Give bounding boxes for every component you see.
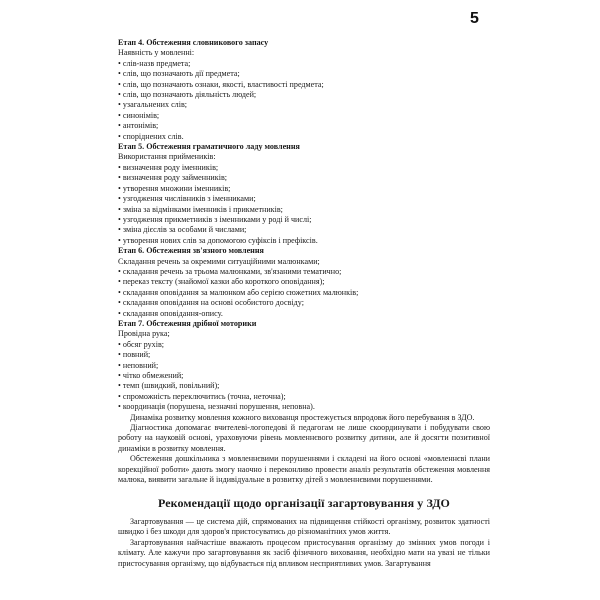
stage-heading: Етап 5. Обстеження граматичного ладу мовлення <box>118 142 300 152</box>
list-item: • складання речень за трьома малюнками, зв'язаними тематично; <box>118 267 490 277</box>
list-item: • слів, що позначають ознаки, якості, властивості предмета; <box>118 80 490 90</box>
list-item: • слів, що позначають діяльність людей; <box>118 90 490 100</box>
section-heading: Рекомендації щодо організації загартовування у ЗДО <box>157 496 450 511</box>
list-item: • узгодження прикметників з іменниками у роді й числі; <box>118 215 490 225</box>
list-item: • складання оповідання на основі особистого досвіду; <box>118 298 490 308</box>
list-item: • складання оповідання за малюнком або серією сюжетних малюнків; <box>118 288 490 298</box>
stage-section <box>118 319 490 413</box>
list-item: • утворення множини іменників; <box>118 184 490 194</box>
stage-section <box>118 246 490 319</box>
list-item: • неповний; <box>118 361 490 371</box>
list-item: • чітко обмежений; <box>118 371 490 381</box>
list-item: • утворення нових слів за допомогою суфіксів і префіксів. <box>118 236 490 246</box>
stage-section <box>118 38 490 142</box>
body-paragraph: Динаміка розвитку мовлення кожного вихованця простежується впродовж його перебування в ЗДО. <box>130 412 475 422</box>
body-paragraph: Загартовування — це система дій, спрямованих на підвищення стійкості організму, розвиток здатності швидко і без шкоди для здоров'я пристосуватись до різноманітних умов життя. <box>118 516 490 537</box>
list-item: • координація (порушена, незначні порушення, неповна). <box>118 402 490 412</box>
page-number: 5 <box>470 10 479 27</box>
stage-heading: Етап 4. Обстеження словникового запасу <box>118 38 269 47</box>
stage-intro: Наявність у мовленні: <box>118 48 195 58</box>
list-item: • споріднених слів. <box>118 132 490 142</box>
list-item: • узгодження числівників з іменниками; <box>118 194 490 204</box>
list-item: • спроможність переключитись (точна, неточна); <box>118 392 490 402</box>
list-item: • визначення роду займенників; <box>118 173 490 183</box>
list-item: • переказ тексту (знайомої казки або короткого оповідання); <box>118 277 490 287</box>
list-item: • темп (швидкий, повільний); <box>118 381 490 391</box>
list-item: • узагальнених слів; <box>118 100 490 110</box>
stage-section <box>118 142 490 246</box>
list-item: • антонімів; <box>118 121 490 131</box>
list-item: • визначення роду іменників; <box>118 163 490 173</box>
list-item: • зміна за відмінками іменників і прикметників; <box>118 205 490 215</box>
list-item: • зміна дієслів за особами й числами; <box>118 225 490 235</box>
stage-intro: Провідна рука; <box>118 329 170 339</box>
list-item: • слів, що позначають дії предмета; <box>118 69 490 79</box>
stage-intro: Складання речень за окремими ситуаційними малюнками; <box>118 256 320 266</box>
list-item: • повний; <box>118 350 490 360</box>
text-column <box>118 38 490 569</box>
body-paragraph: Діагностика допомагає вчителеві-логопедові й педагогам не лише скоординувати і побудувати свою роботу на науковій основі, ураховуючи рівень мовленнєвого розвитку дитини, але й досягти позитивної динаміки в розвитку мовлення. <box>118 423 490 453</box>
list-item: • складання оповідання-опису. <box>118 309 490 319</box>
list-item: • слів-назв предмета; <box>118 59 490 69</box>
body-paragraph: Загартовування найчастіше вважають процесом пристосування організму до змінних умов погоди і клімату. Але кажучи про загартовування як засіб фізичного виховання, необхідно мати на увазі не тільки пристосування організму, що відбувається під впливом несприятливих умов. Загартування <box>118 537 490 568</box>
stage-heading: Етап 6. Обстеження зв'язного мовлення <box>118 246 264 256</box>
list-item: • обсяг рухів; <box>118 340 490 350</box>
stage-heading: Етап 7. Обстеження дрібної моторики <box>118 318 257 328</box>
list-item: • синонімів; <box>118 111 490 121</box>
stage-intro: Використання приймеників: <box>118 152 216 162</box>
body-paragraph: Обстеження дошкільника з мовленнєвими порушеннями і складені на його основі «мовленнєві плани корекційної роботи» дають змогу наочно і переконливо провести аналіз результатів обстеження мовлення малюка, виявити загальне й індивідуальне в розвитку дітей з мовленнєвими порушеннями. <box>118 454 490 485</box>
